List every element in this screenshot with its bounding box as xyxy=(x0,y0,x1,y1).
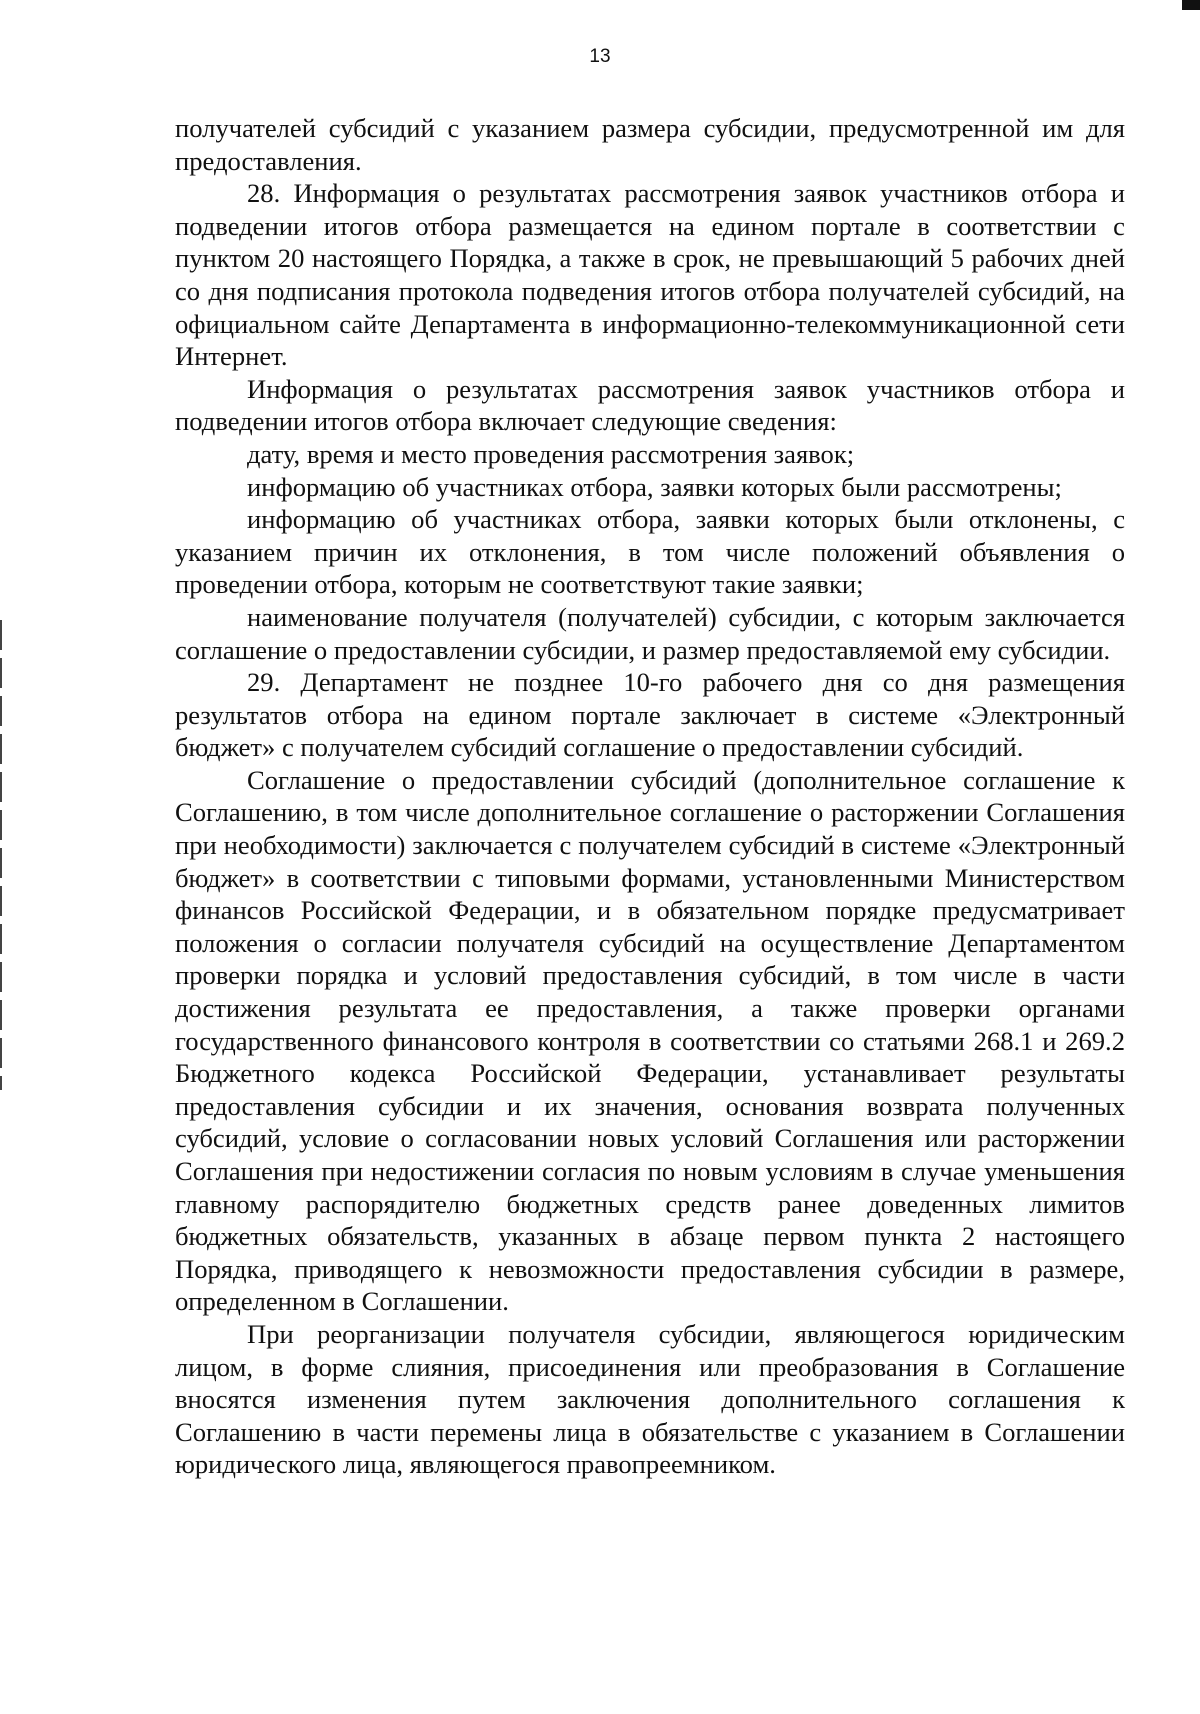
page-number: 13 xyxy=(589,46,611,67)
list-item-rejected: информацию об участниках отбора, заявки которых были отклонены, с указанием причин их отклонения, в том числе положений объявления о проведении отбора, которым не соответствуют такие заявки; xyxy=(175,504,1125,600)
scan-edge-mark xyxy=(1182,0,1200,10)
list-item-reviewed: информацию об участниках отбора, заявки которых были рассмотрены; xyxy=(247,471,1062,502)
paragraph-item-29: 29. Департамент не позднее 10-го рабочего дня со дня размещения результатов отбора на едином портале заключает в системе «Электронный бюджет» с получателем субсидий соглашение о предоставлении субсидий. xyxy=(175,667,1125,763)
list-item-recipient: наименование получателя (получателей) субсидии, с которым заключается соглашение о предоставлении субсидии, и размер предоставляемой ему субсидии. xyxy=(175,601,1125,665)
document-body xyxy=(175,112,1125,1481)
list-item-date-time: дату, время и место проведения рассмотрения заявок; xyxy=(247,438,855,469)
paragraph-continuation: получателей субсидий с указанием размера субсидии, предусмотренной им для предоставления. xyxy=(175,113,1125,176)
paragraph-agreement: Соглашение о предоставлении субсидий (дополнительное соглашение к Соглашению, в том числе дополнительное соглашение о расторжении Соглашения при необходимости) заключается с получателем субсидий в системе «Электронный бюджет» в соответствии с типовыми формами, установленными Министерством финансов Российской Федерации, и в обязательном порядке предусматривает положения о согласии получателя субсидий на осуществление Департаментом проверки порядка и условий предоставления субсидий, в том числе в части достижения результата ее предоставления, а также проверки органами государственного финансового контроля в соответствии со статьями 268.1 и 269.2 Бюджетного кодекса Российской Федерации, устанавливает результаты предоставления субсидии и их значения, основания возврата полученных субсидий, условие о согласовании новых условий Соглашения или расторжении Соглашения при недостижении согласия по новым условиям в случае уменьшения главному распорядителю бюджетных средств ранее доведенных лимитов бюджетных обязательств, указанных в абзаце первом пункта 2 настоящего Порядка, приводящего к невозможности предоставления субсидии в размере, определенном в Соглашении. xyxy=(175,764,1125,1317)
paragraph-item-28: 28. Информация о результатах рассмотрения заявок участников отбора и подведении итогов отбора размещается на едином портале в соответствии с пунктом 20 настоящего Порядка, а также в срок, не превышающий 5 рабочих дней со дня подписания протокола подведения итогов отбора получателей субсидий, на официальном сайте Департамента в информационно-телекоммуникационной сети Интернет. xyxy=(175,178,1125,372)
paragraph-info-contents: Информация о результатах рассмотрения заявок участников отбора и подведении итогов отбора включает следующие сведения: xyxy=(175,373,1125,437)
scan-binding-mark xyxy=(0,620,2,1090)
paragraph-reorganization: При реорганизации получателя субсидии, являющегося юридическим лицом, в форме слияния, присоединения или преобразования в Соглашение вносятся изменения путем заключения дополнительного соглашения к Соглашению в части перемены лица в обязательстве с указанием в Соглашении юридического лица, являющегося правопреемником. xyxy=(175,1318,1125,1480)
